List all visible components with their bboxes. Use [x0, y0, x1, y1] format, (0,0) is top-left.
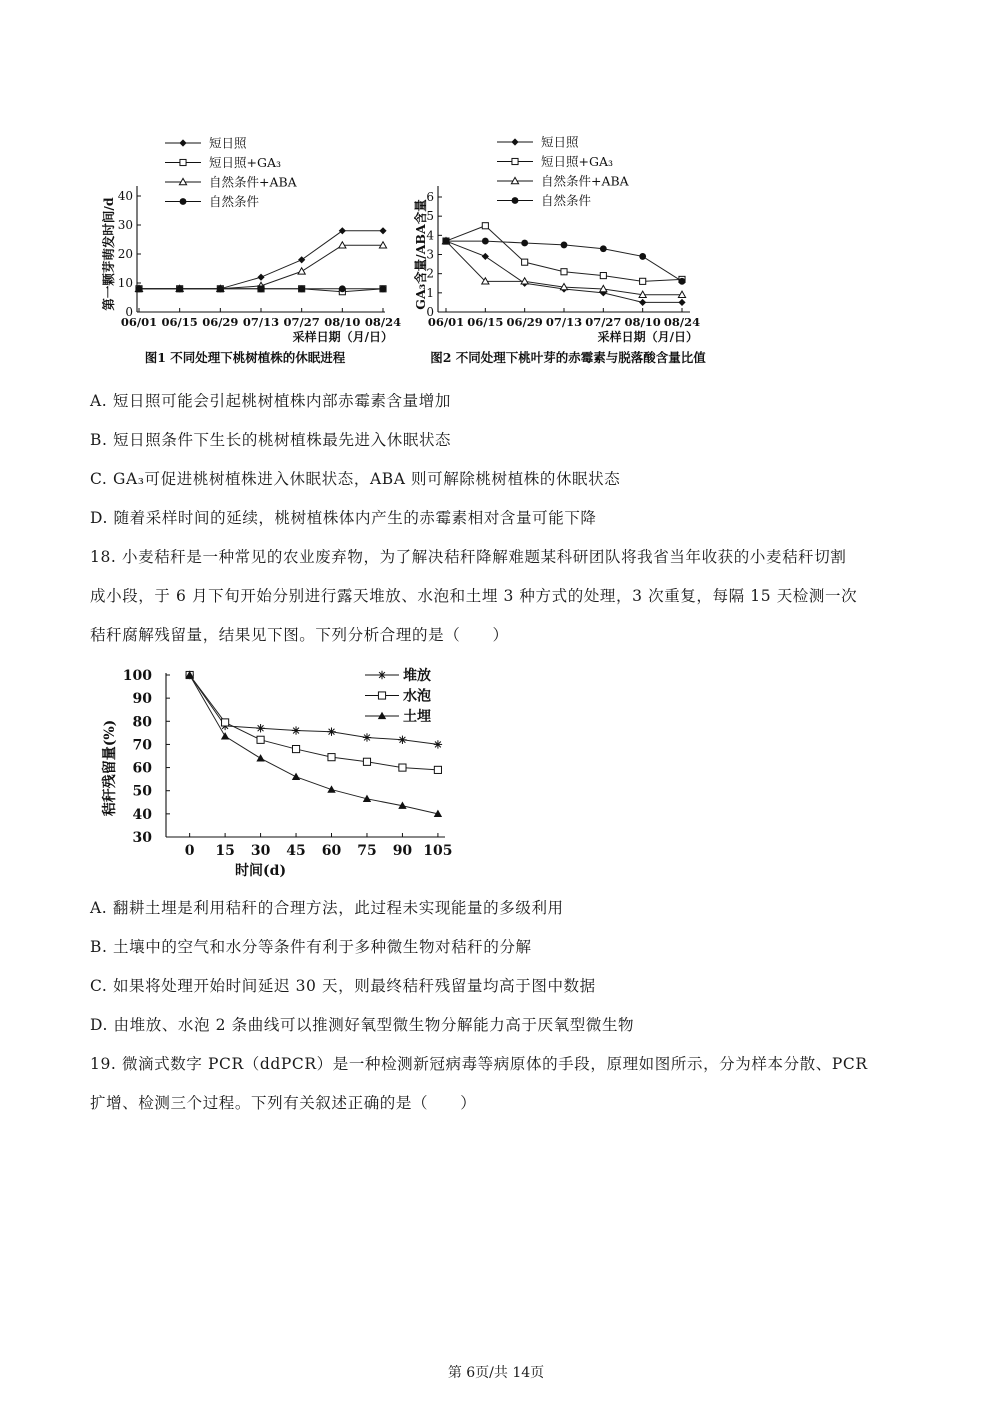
- q17-option-c: C. GA₃可促进桃树植株进入休眠状态，ABA 则可解除桃树植株的休眠状态: [90, 470, 621, 488]
- data-point: [399, 764, 406, 771]
- data-point: [639, 299, 646, 306]
- x-tick-label: 06/15: [161, 315, 198, 329]
- legend-label: 水泡: [403, 688, 431, 705]
- q18-option-d: D. 由堆放、水泡 2 条曲线可以推测好氧型微生物分解能力高于厌氧型微生物: [90, 1016, 635, 1034]
- data-point: [257, 736, 264, 743]
- x-tick-label: 0: [184, 843, 195, 859]
- data-point: [339, 285, 346, 292]
- data-point: [434, 740, 442, 748]
- data-point: [256, 754, 264, 761]
- y-tick-label: 6: [426, 190, 434, 204]
- data-point: [221, 732, 229, 739]
- q18-option-a: A. 翻耕土埋是利用秸秆的合理方法，此过程未实现能量的多级利用: [90, 899, 564, 917]
- legend-label: 短日照+GA₃: [209, 155, 281, 170]
- data-point: [327, 728, 335, 736]
- q17-option-d: D. 随着采样时间的延续，桃树植株体内产生的赤霉素相对含量可能下降: [90, 509, 597, 527]
- y-tick-label: 0: [125, 305, 133, 319]
- y-tick-label: 100: [122, 668, 152, 684]
- page-footer: 第 6页/共 14页: [447, 1365, 545, 1381]
- legend-label: 自然条件: [541, 193, 592, 208]
- x-axis-label: 采样日期（月/日）: [597, 330, 698, 344]
- x-tick-label: 45: [286, 843, 306, 859]
- data-point: [561, 241, 568, 248]
- q18-stem-line2: 成小段，于 6 月下旬开始分别进行露天堆放、水泡和土埋 3 种方式的处理，3 次重复，每隔 15 天检测一次: [90, 587, 858, 605]
- x-tick-label: 60: [321, 843, 342, 859]
- x-tick-label: 07/13: [242, 315, 280, 329]
- y-tick-label: 30: [132, 830, 152, 846]
- data-point: [258, 285, 265, 292]
- data-point: [328, 754, 335, 761]
- data-point: [640, 278, 646, 284]
- data-point: [222, 719, 229, 726]
- data-point: [136, 285, 143, 292]
- legend-marker: [180, 198, 187, 205]
- x-tick-label: 15: [215, 843, 235, 859]
- x-tick-label: 06/29: [506, 315, 543, 329]
- data-point: [678, 299, 685, 306]
- x-tick-label: 08/24: [663, 315, 701, 329]
- legend-marker: [512, 197, 519, 204]
- data-point: [380, 285, 387, 292]
- data-point: [561, 269, 567, 275]
- data-point: [600, 273, 606, 279]
- y-tick-label: 40: [117, 189, 133, 203]
- legend-marker: [179, 139, 186, 146]
- y-axis-label: 秸秆残留量(%): [102, 719, 118, 817]
- data-point: [292, 726, 300, 734]
- y-tick-label: 3: [426, 247, 434, 262]
- legend-label: 短日照+GA₃: [541, 154, 613, 169]
- x-axis-label: 时间(d): [235, 863, 287, 879]
- data-point: [363, 733, 371, 741]
- q18-stem-line1: 18. 小麦秸秆是一种常见的农业废弃物，为了解决秸秆降解难题某科研团队将我省当年收获的小麦秸秆切割: [90, 548, 847, 566]
- legend-marker: [378, 692, 385, 699]
- data-point: [176, 285, 183, 292]
- y-tick-label: 70: [132, 737, 152, 754]
- legend-label: 短日照: [209, 135, 247, 151]
- y-tick-label: 50: [132, 783, 152, 800]
- data-point: [521, 240, 528, 247]
- x-tick-label: 06/01: [427, 315, 465, 329]
- data-point: [679, 278, 686, 285]
- data-point: [639, 253, 646, 260]
- legend-label: 土埋: [403, 709, 431, 725]
- y-tick-label: 40: [132, 806, 152, 823]
- y-tick-label: 60: [132, 760, 152, 777]
- y-tick-label: 0: [426, 305, 434, 319]
- y-tick-label: 5: [426, 209, 434, 224]
- x-tick-label: 08/24: [364, 315, 402, 329]
- data-point: [298, 268, 305, 274]
- y-axis-label: GA₃含量/ABA含量: [413, 199, 428, 310]
- series-line: [190, 675, 438, 814]
- data-point: [379, 227, 386, 234]
- q17-option-b: B. 短日照条件下生长的桃树植株最先进入休眠状态: [90, 431, 452, 449]
- legend-label: 堆放: [403, 668, 431, 684]
- data-point: [217, 285, 224, 292]
- data-point: [482, 238, 489, 245]
- data-point: [257, 274, 264, 281]
- legend-label: 自然条件+ABA: [541, 173, 629, 189]
- data-point: [292, 745, 299, 752]
- y-tick-label: 80: [132, 714, 152, 731]
- figure2-ga-aba-ratio-chart: [410, 130, 740, 370]
- legend-label: 短日照: [541, 134, 579, 150]
- y-tick-label: 4: [426, 228, 434, 243]
- y-tick-label: 30: [117, 218, 133, 232]
- x-tick-label: 06/15: [467, 315, 504, 329]
- data-point: [522, 259, 528, 265]
- y-tick-label: 2: [426, 266, 434, 281]
- data-point: [398, 736, 406, 744]
- data-point: [443, 238, 450, 245]
- series-line: [190, 675, 438, 744]
- x-axis-label: 采样日期（月/日）: [292, 330, 393, 344]
- q19-stem-line2: 扩增、检测三个过程。下列有关叙述正确的是（ ）: [90, 1094, 477, 1112]
- y-tick-label: 10: [117, 276, 133, 290]
- legend-marker: [378, 712, 386, 719]
- data-point: [298, 285, 305, 292]
- x-tick-label: 06/29: [202, 315, 239, 329]
- x-tick-label: 07/27: [585, 315, 622, 329]
- y-tick-label: 20: [117, 247, 133, 261]
- data-point: [256, 724, 264, 732]
- legend-marker: [378, 671, 386, 679]
- x-tick-label: 75: [357, 843, 377, 859]
- legend-marker: [511, 138, 518, 145]
- figure3-straw-residue-chart: [100, 660, 460, 885]
- x-tick-label: 07/27: [283, 315, 320, 329]
- q17-option-a: A. 短日照可能会引起桃树植株内部赤霉素含量增加: [90, 392, 451, 410]
- x-tick-label: 08/10: [624, 315, 661, 329]
- q19-stem-line1: 19. 微滴式数字 PCR（ddPCR）是一种检测新冠病毒等病原体的手段，原理如图所示，分为样本分散、PCR: [90, 1055, 868, 1073]
- data-point: [482, 253, 489, 260]
- data-point: [298, 256, 305, 263]
- data-point: [292, 773, 300, 780]
- x-tick-label: 30: [250, 843, 271, 859]
- y-tick-label: 1: [426, 285, 434, 300]
- y-axis-label: 第一颗芽萌发时间/d: [101, 197, 116, 311]
- y-tick-label: 90: [132, 691, 152, 708]
- legend-label: 自然条件+ABA: [209, 174, 297, 190]
- data-point: [434, 766, 441, 773]
- x-tick-label: 06/01: [120, 315, 158, 329]
- q18-option-c: C. 如果将处理开始时间延迟 30 天，则最终秸秆残留量均高于图中数据: [90, 977, 596, 995]
- q18-stem-line3: 秸秆腐解残留量，结果见下图。下列分析合理的是（ ）: [90, 626, 509, 644]
- x-tick-label: 07/13: [545, 315, 583, 329]
- x-tick-label: 08/10: [324, 315, 361, 329]
- legend-label: 自然条件: [209, 194, 260, 209]
- figure-caption: 图2 不同处理下桃叶芽的赤霉素与脱落酸含量比值: [430, 350, 706, 365]
- q18-option-b: B. 土壤中的空气和水分等条件有利于多种微生物对秸秆的分解: [90, 938, 532, 956]
- data-point: [339, 227, 346, 234]
- data-point: [482, 223, 488, 229]
- figure1-dormancy-chart: [95, 130, 405, 370]
- figure-caption: 图1 不同处理下桃树植株的休眠进程: [144, 350, 346, 365]
- x-tick-label: 105: [423, 843, 453, 859]
- data-point: [600, 245, 607, 252]
- legend-marker: [512, 158, 518, 164]
- data-point: [363, 758, 370, 765]
- legend-marker: [180, 159, 186, 165]
- x-tick-label: 90: [392, 843, 413, 859]
